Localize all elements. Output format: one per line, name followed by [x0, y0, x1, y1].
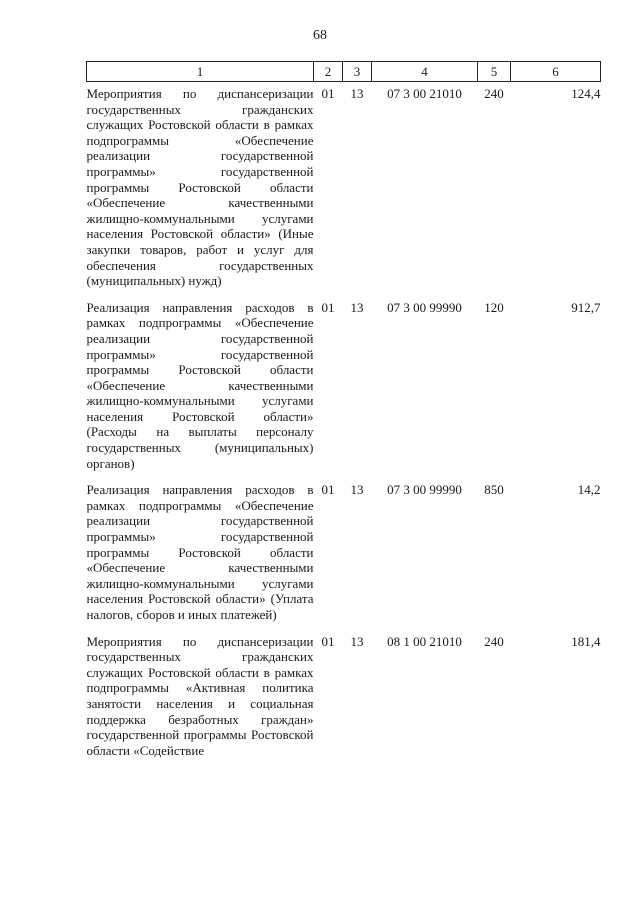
column-header-target-article: 4	[372, 62, 478, 82]
row-section: 01	[321, 299, 335, 315]
row-amount: 912,7	[571, 299, 601, 315]
column-header-expense-type: 5	[478, 62, 511, 82]
table-row	[87, 634, 601, 770]
table-row	[87, 82, 601, 300]
row-target-article: 08 1 00 21010	[387, 633, 462, 649]
row-description: Мероприятия по диспансеризации государственных гражданских служащих Ростовской области в рамках подпрограммы «Активная политика занятости населения и социальная поддержка безработных граждан» государственной программы Ростовской области «Содействие	[86, 633, 314, 758]
table-header-row	[87, 62, 601, 82]
row-section: 01	[321, 482, 335, 498]
row-description: Реализация направления расходов в рамках подпрограммы «Обеспечение реализации государственной программы» государственной программы Ростовской области «Обеспечение качественными жилищно-коммунальными услугами населения Ростовской области» (Уплата налогов, сборов и иных платежей)	[86, 482, 314, 622]
row-amount: 181,4	[571, 633, 601, 649]
row-subsection: 13	[350, 482, 364, 498]
table-row	[87, 482, 601, 633]
budget-table	[86, 61, 601, 769]
table-row	[87, 300, 601, 483]
column-header-name: 1	[87, 62, 314, 82]
row-subsection: 13	[350, 86, 364, 101]
row-subsection: 13	[350, 299, 364, 315]
row-expense-type: 850	[484, 482, 504, 498]
column-header-amount: 6	[511, 62, 601, 82]
row-section: 01	[321, 86, 335, 101]
column-header-section: 2	[314, 62, 343, 82]
row-target-article: 07 3 00 99990	[387, 482, 462, 498]
row-amount: 124,4	[571, 86, 601, 101]
row-expense-type: 240	[484, 633, 504, 649]
page-number: 68	[313, 28, 327, 43]
row-section: 01	[321, 633, 335, 649]
column-header-subsection: 3	[343, 62, 372, 82]
row-subsection: 13	[350, 633, 364, 649]
row-description: Мероприятия по диспансеризации государственных гражданских служащих Ростовской области в рамках подпрограммы «Обеспечение реализации государственной программы» государственной программы Ростовской области «Обеспечение качественными жилищно-коммунальными услугами населения Ростовской области» (Иные закупки товаров, работ и услуг для обеспечения государственных (муниципальных) нужд)	[86, 86, 314, 289]
row-description: Реализация направления расходов в рамках подпрограммы «Обеспечение реализации государственной программы» государственной программы Ростовской области «Обеспечение качественными жилищно-коммунальными услугами населения Ростовской области» (Расходы на выплаты персоналу государственных (муниципальных) органов)	[86, 299, 314, 471]
row-expense-type: 120	[484, 299, 504, 315]
row-target-article: 07 3 00 99990	[387, 299, 462, 315]
row-amount: 14,2	[577, 482, 601, 498]
row-target-article: 07 3 00 21010	[387, 86, 462, 101]
row-expense-type: 240	[484, 86, 504, 101]
